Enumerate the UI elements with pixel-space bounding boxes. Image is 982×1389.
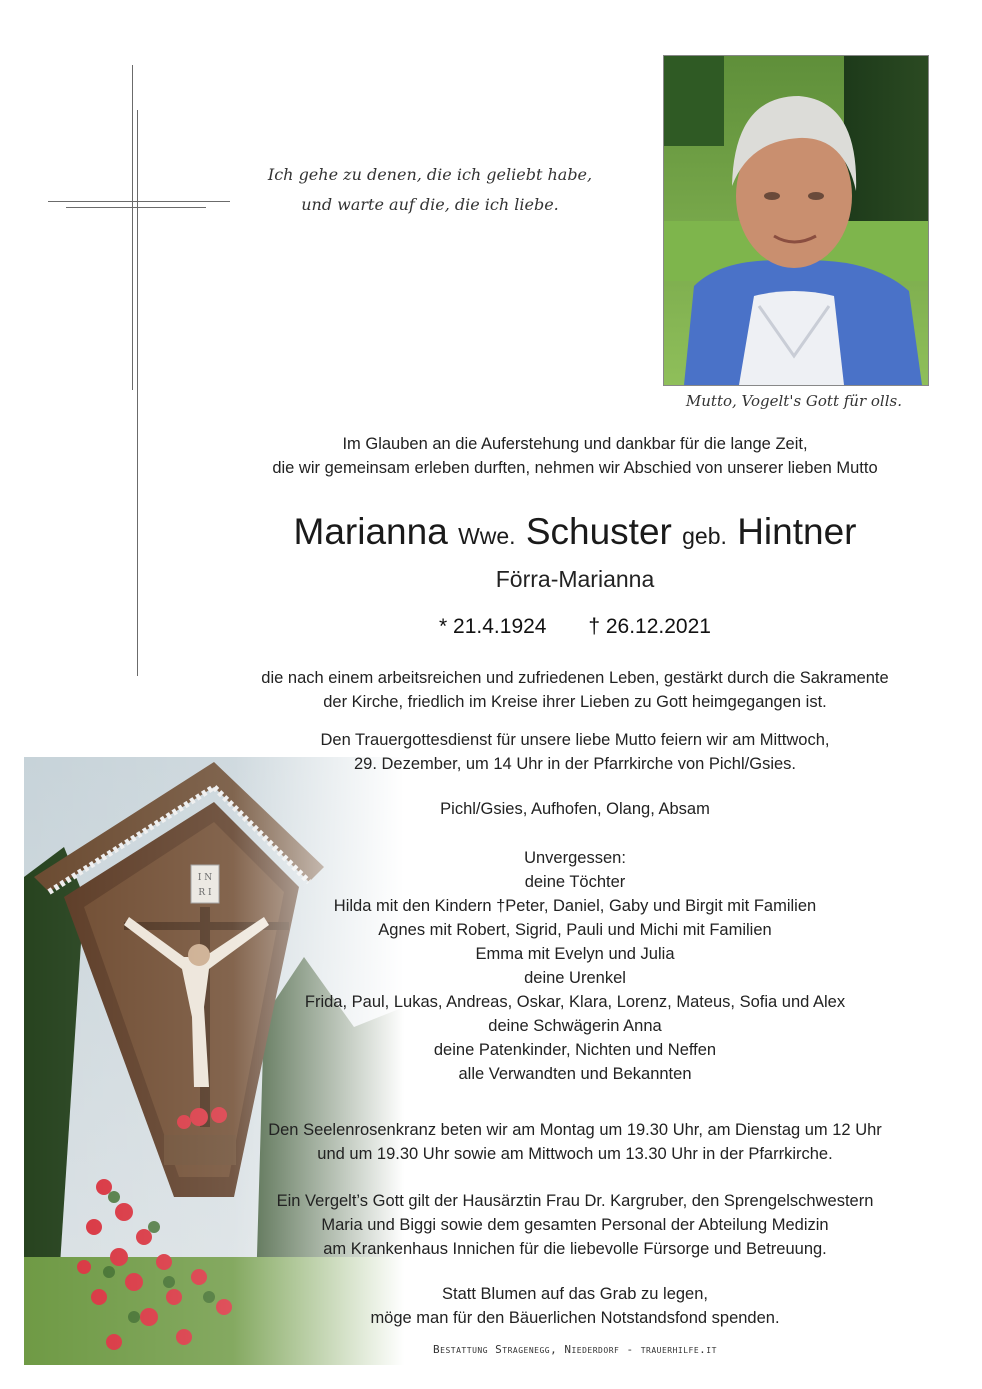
- passing-text: [230, 666, 920, 714]
- widow-prefix: Wwe.: [458, 523, 516, 549]
- mourners-heading: Unvergessen:: [524, 849, 626, 867]
- places-line: Pichl/Gsies, Aufhofen, Olang, Absam: [440, 800, 710, 818]
- intro-text: [230, 432, 920, 480]
- maiden-name: Hintner: [737, 511, 857, 552]
- thanks-text: [230, 1189, 920, 1261]
- mourners-line: deine Töchter: [524, 873, 626, 891]
- quote-line: und warte auf die, die ich liebe.: [301, 195, 559, 214]
- life-dates: [230, 615, 920, 639]
- donation-line: Statt Blumen auf das Grab zu legen,: [442, 1285, 708, 1303]
- mourners-list: [230, 846, 920, 1086]
- mourners-line: Emma mit Evelyn und Julia: [475, 945, 675, 963]
- quote-line: Ich gehe zu denen, die ich geliebt habe,: [267, 165, 593, 184]
- rosary-line: Den Seelenrosenkranz beten wir am Montag um 19.30 Uhr, am Dienstag um 12 Uhr: [268, 1121, 882, 1139]
- funeral-home-footer: Bestattung Stragenegg, Niederdorf - trauerhilfe.it: [433, 1343, 717, 1356]
- intro-line: Im Glauben an die Auferstehung und dankbar für die lange Zeit,: [342, 435, 808, 453]
- mourners-line: deine Urenkel: [524, 969, 626, 987]
- mourners-line: Hilda mit den Kindern †Peter, Daniel, Gaby und Birgit mit Familien: [333, 897, 817, 915]
- donation-line: möge man für den Bäuerlichen Notstandsfond spenden.: [370, 1309, 780, 1327]
- donation-text: [230, 1282, 920, 1330]
- thanks-line: Ein Vergelt’s Gott gilt der Hausärztin Frau Dr. Kargruber, den Sprengelschwestern: [276, 1192, 874, 1210]
- birth-name-prefix: geb.: [682, 523, 727, 549]
- mourners-line: Frida, Paul, Lukas, Andreas, Oskar, Klara, Lorenz, Mateus, Sofia und Alex: [304, 993, 846, 1011]
- opening-quote: [250, 160, 610, 220]
- mourners-line: deine Patenkinder, Nichten und Neffen: [433, 1041, 717, 1059]
- service-line: 29. Dezember, um 14 Uhr in der Pfarrkirche von Pichl/Gsies.: [353, 755, 796, 773]
- mourners-line: alle Verwandten und Bekannten: [458, 1065, 692, 1083]
- birth-date: * 21.4.1924: [439, 615, 547, 638]
- nickname: Förra-Marianna: [495, 566, 655, 592]
- funeral-service-text: [230, 728, 920, 776]
- places-text: [230, 797, 920, 821]
- passing-line: die nach einem arbeitsreichen und zufriedenen Leben, gestärkt durch die Sakramente: [261, 669, 889, 687]
- service-line: Den Trauergottesdienst für unsere liebe Mutto feiern wir am Mittwoch,: [320, 731, 830, 749]
- surname: Schuster: [525, 511, 672, 552]
- mourners-line: Agnes mit Robert, Sigrid, Pauli und Michi mit Familien: [378, 921, 772, 939]
- portrait-caption: Mutto, Vogelt's Gott für olls.: [685, 392, 902, 410]
- rosary-line: und um 19.30 Uhr sowie am Mittwoch um 13.30 Uhr in der Pfarrkirche.: [317, 1145, 833, 1163]
- thanks-line: am Krankenhaus Innichen für die liebevolle Fürsorge und Betreuung.: [323, 1240, 827, 1258]
- passing-line: der Kirche, friedlich im Kreise ihrer Lieben zu Gott heimgegangen ist.: [323, 693, 827, 711]
- portrait-photo: [663, 55, 929, 386]
- first-name: Marianna: [293, 511, 448, 552]
- mourners-line: deine Schwägerin Anna: [488, 1017, 662, 1035]
- death-date: † 26.12.2021: [588, 615, 711, 638]
- intro-line: die wir gemeinsam erleben durften, nehmen wir Abschied von unserer lieben Mutto: [272, 459, 878, 477]
- thanks-line: Maria und Biggi sowie dem gesamten Personal der Abteilung Medizin: [321, 1216, 829, 1234]
- deceased-name: [230, 508, 920, 560]
- rosary-text: [230, 1118, 920, 1166]
